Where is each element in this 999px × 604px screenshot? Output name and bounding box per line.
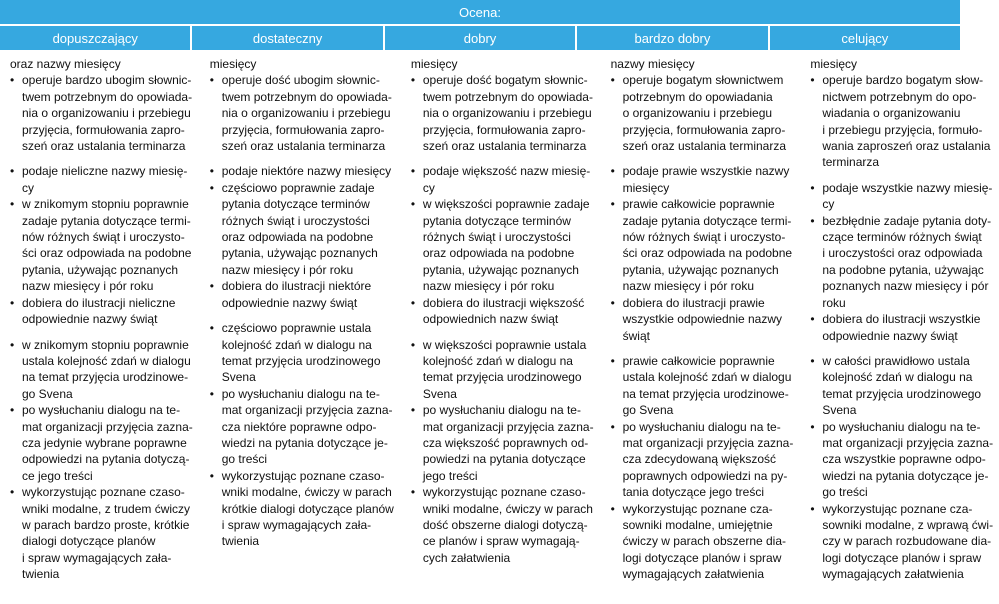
criterion-line: nazw miesięcy i pór roku [422,279,555,294]
criterion-line: na podobne pytania, używając [822,262,984,277]
criterion-line: miesięcy [209,57,257,71]
criterion-line: mat organizacji przyjęcia zazna- [822,435,994,450]
grade-header-bardzo-dobry: bardzo dobry [577,26,767,50]
criterion-line: w parach bardzo proste, krótkie [22,517,190,532]
criterion-line: temat przyjęcia urodzinowego [422,370,582,385]
criteria-block [411,56,594,154]
criteria-block [411,163,594,327]
criterion-line: mat organizacji przyjęcia zazna- [622,435,794,450]
criterion-line: ustala kolejność zdań w dialogu [22,353,191,368]
criterion-line: pytania dotyczące terminów [221,197,370,212]
criterion-bullet-line: • dobiera do ilustracji prawie [611,295,794,311]
criterion-bullet-line: • podaje prawie wszystkie nazwy [611,163,794,179]
criterion-line: twem potrzebnym do opowiada- [22,89,193,104]
criterion-line: kolejność zdań w dialogu na [422,353,573,368]
criterion-line: cych załatwienia [422,550,511,565]
criterion-line: oraz odpowiada na podobne [422,246,575,261]
criterion-line: go treści [221,452,268,467]
criterion-bullet-line: • wykorzystując poznane czaso- [411,484,594,500]
criterion-line: i przebiegu przyjęcia, formuło- [822,122,983,137]
criterion-bullet-line: • w znikomym stopniu poprawnie [10,196,193,212]
criterion-bullet-line: • prawie całkowicie poprawnie [611,196,794,212]
criterion-line: różnych świąt i uroczystości [422,230,571,245]
criterion-line: wniki modalne, z trudem ćwiczy [22,501,191,516]
criterion-line: nazw miesięcy i pór roku [622,279,754,294]
criterion-line: cy [22,180,34,195]
criterion-line: wszystkie odpowiednie nazwy [622,312,783,327]
criterion-line: o organizowaniu i przebiegu [622,106,773,121]
criterion-line: sowniki modalne, umiejętnie [622,517,773,532]
criterion-bullet-line: • po wysłuchaniu dialogu na te- [611,419,794,435]
criterion-line: nazwy miesięcy [610,57,695,71]
criterion-line: czące terminów różnych świąt [822,230,982,245]
criterion-line: na temat przyjęcia urodzinowe- [22,370,189,385]
criteria-columns [0,52,994,604]
criterion-line: temat przyjęcia urodzinowego [822,386,982,401]
grade-header-dostateczny: dostateczny [192,26,382,50]
criterion-line: cza niektóre poprawne odpo- [221,419,377,434]
criterion-line: kolejność zdań w dialogu na [822,370,973,385]
criterion-bullet-line: • operuje dość bogatym słownic- [411,72,594,88]
criterion-bullet-line: • po wysłuchaniu dialogu na te- [210,386,394,402]
criterion-bullet-line: • dobiera do ilustracji nieliczne [10,295,193,311]
criterion-line: twienia [22,567,60,582]
criteria-column-dobry [400,52,600,604]
criterion-line: go treści [822,485,868,500]
criterion-line: go Svena [22,386,73,401]
grade-header-dobry: dobry [385,26,575,50]
criteria-block [810,180,993,344]
criterion-line: terminarza [822,155,880,170]
criterion-line: poznanych nazw miesięcy i pór [822,279,989,294]
criterion-bullet-line: • operuje dość ubogim słownic- [210,72,394,88]
criteria-block [210,56,394,154]
criteria-block [810,353,993,583]
criteria-block [611,56,794,154]
criterion-line: twem potrzebnym do opowiada- [422,89,593,104]
criterion-line: dość obszerne dialogi dotyczą- [422,517,588,532]
criterion-bullet-line: • operuje bogatym słownictwem [611,72,794,88]
criterion-line: i spraw wymagających zała- [22,550,172,565]
criterion-line: pytania, używając poznanych [221,246,378,261]
criterion-bullet-line: • wykorzystując poznane czaso- [210,468,394,484]
criterion-line: ustala kolejność zdań w dialogu [622,370,792,385]
criterion-line: zadaje pytania dotyczące termi- [622,213,792,228]
criterion-line: twienia [221,534,260,549]
criterion-line: krótkie dialogi dotyczące planów [221,501,394,516]
criterion-line: szeń oraz ustalania terminarza [422,139,587,154]
criterion-line: przyjęcia, formułowania zapro- [622,122,786,137]
criterion-bullet-line: • operuje bardzo bogatym słow- [810,72,993,88]
criterion-bullet-line: • po wysłuchaniu dialogu na te- [411,402,594,418]
criterion-line: wymagających załatwienia [822,567,964,582]
criterion-line: ćwiczy w parach obszerne dia- [622,534,787,549]
criterion-line: Svena [221,370,256,385]
criterion-bullet-line: • po wysłuchaniu dialogu na te- [810,419,993,435]
criterion-line: przyjęcia, formułowania zapro- [221,122,385,137]
criterion-bullet-line: • w całości prawidłowo ustala [810,353,993,369]
criterion-bullet-line: • w większości poprawnie ustala [411,337,594,353]
criterion-bullet-line: • częściowo poprawnie zadaje [210,180,394,196]
criterion-line: nia o organizowaniu i przebiegu [22,106,191,121]
criteria-column-dopuszczajacy [0,52,199,604]
criterion-line: cy [422,180,435,195]
criterion-bullet-line: • w większości poprawnie zadaje [411,196,594,212]
criterion-bullet-line: • podaje większość nazw miesię- [411,163,594,179]
criterion-bullet-line: • dobiera do ilustracji niektóre [210,278,394,294]
criterion-line: pytania, używając poznanych [422,262,579,277]
criterion-line: i spraw wymagających zała- [221,517,372,532]
criterion-line: twem potrzebnym do opowiada- [221,89,392,104]
criterion-bullet-line: • operuje bardzo ubogim słownic- [10,72,193,88]
criterion-line: ce planów i spraw wymagają- [422,534,580,549]
criterion-line: świąt [622,328,650,343]
grade-header-celujacy: celujący [770,26,960,50]
criterion-line: cza jedynie wybrane poprawne [22,435,187,450]
criterion-bullet-line: • w znikomym stopniu poprawnie [10,337,193,353]
criterion-line: nictwem potrzebnym do opo- [822,89,977,104]
criterion-bullet-line: • po wysłuchaniu dialogu na te- [10,402,193,418]
criterion-line: ści oraz odpowiada na podobne [22,246,192,261]
criterion-line: cza większość poprawnych od- [422,435,589,450]
criteria-block [10,163,193,327]
criterion-line: go Svena [622,403,674,418]
criteria-block [810,56,993,171]
criterion-bullet-line: • podaje nieliczne nazwy miesię- [10,163,193,179]
criterion-line: logi dotyczące planów i spraw [622,550,782,565]
criterion-line: Svena [422,386,457,401]
criterion-line: wniki modalne, ćwiczy w parach [422,501,593,516]
ocena-header: Ocena: [0,0,960,24]
criterion-line: wiedzi na pytania dotyczące je- [822,468,989,483]
grade-header-dopuszczajacy: dopuszczający [0,26,190,50]
criterion-line: wymagających załatwienia [622,567,765,582]
criterion-line: zadaje pytania dotyczące termi- [22,213,191,228]
criterion-line: przyjęcia, formułowania zapro- [22,122,185,137]
criterion-line: ści oraz odpowiada na podobne [622,246,793,261]
criterion-bullet-line: • podaje niektóre nazwy miesięcy [210,163,394,179]
criterion-line: cy [822,197,835,212]
criterion-line: oraz nazwy miesięcy [10,57,121,71]
criteria-block [611,163,794,343]
criterion-line: tania dotyczące jego treści [622,485,765,500]
criterion-line: miesięcy [622,180,670,195]
criterion-line: nazw miesięcy i pór roku [221,262,354,277]
criterion-line: wiedzi na pytania dotyczące je- [221,435,388,450]
criterion-bullet-line: • wykorzystując poznane cza- [810,501,993,517]
criterion-line: temat przyjęcia urodzinowego [221,353,381,368]
criterion-line: wniki modalne, ćwiczy w parach [221,485,392,500]
criteria-column-celujacy [799,52,999,604]
criterion-line: cza wszystkie poprawne odpo- [822,452,986,467]
criterion-line: pytania, używając poznanych [22,262,179,277]
criterion-line: odpowiednie nazwy świąt [221,295,358,310]
criterion-line: ce jego treści [22,468,93,483]
criterion-bullet-line: • dobiera do ilustracji większość [411,295,594,311]
criterion-line: i uroczystości oraz odpowiada [822,246,983,261]
criterion-line: czy w parach rozbudowane dia- [822,534,992,549]
criterion-line: logi dotyczące planów i spraw [822,550,982,565]
criterion-line: pytania, używając poznanych [622,262,779,277]
grade-header-row [0,26,960,50]
criterion-line: wania zaproszeń oraz ustalania [822,139,991,154]
criterion-line: wiadania o organizowaniu [822,106,961,121]
criterion-bullet-line: • podaje wszystkie nazwy miesię- [810,180,993,196]
criteria-column-bardzo-dobry [600,52,800,604]
criterion-line: roku [822,295,846,310]
criterion-line: cza zdecydowaną większość [622,452,777,467]
criterion-bullet-line: • częściowo poprawnie ustala [210,320,394,336]
criterion-line: na temat przyjęcia urodzinowe- [622,386,789,401]
criterion-line: potrzebnym do opowiadania [622,89,773,104]
criterion-line: powiedzi na pytania dotyczące [422,452,586,467]
criterion-line: miesięcy [410,57,458,71]
criterion-line: pytania dotyczące terminów [422,213,571,228]
criterion-line: jego treści [422,468,478,483]
criterion-line: nów różnych świąt i uroczysto- [22,230,185,245]
criterion-line: mat organizacji przyjęcia zazna- [22,419,193,434]
criterion-line: szeń oraz ustalania terminarza [622,139,787,154]
criteria-block [411,337,594,567]
criterion-line: mat organizacji przyjęcia zazna- [422,419,594,434]
criterion-line: odpowiednich nazw świąt [422,312,559,327]
criterion-line: nia o organizowaniu i przebiegu [221,106,391,121]
criteria-block [210,320,394,550]
criterion-line: kolejność zdań w dialogu na [221,337,372,352]
criterion-line: odpowiednie nazwy świąt [822,328,958,343]
criterion-line: odpowiednie nazwy świąt [22,312,158,327]
criterion-bullet-line: • prawie całkowicie poprawnie [611,353,794,369]
criteria-block [10,56,193,154]
criterion-line: Svena [822,403,857,418]
criterion-bullet-line: • wykorzystując poznane cza- [611,501,794,517]
criterion-line: odpowiedzi na pytania dotyczą- [22,452,190,467]
criterion-line: szeń oraz ustalania terminarza [221,139,386,154]
criteria-block [210,163,394,311]
criterion-line: dialogi dotyczące planów [22,534,156,549]
criteria-block [611,353,794,583]
criteria-block [10,337,193,583]
criterion-line: oraz odpowiada na podobne [221,230,374,245]
criterion-line: szeń oraz ustalania terminarza [22,139,186,154]
criterion-line: nazw miesięcy i pór roku [22,279,154,294]
criteria-column-dostateczny [199,52,400,604]
criterion-line: nia o organizowaniu i przebiegu [422,106,592,121]
criterion-line: miesięcy [810,57,858,71]
criterion-line: różnych świąt i uroczystości [221,213,370,228]
criterion-line: przyjęcia, formułowania zapro- [422,122,586,137]
criterion-line: nów różnych świąt i uroczysto- [622,230,786,245]
criterion-line: poprawnych odpowiedzi na py- [622,468,788,483]
criterion-line: mat organizacji przyjęcia zazna- [221,403,393,418]
criterion-bullet-line: • wykorzystując poznane czaso- [10,484,193,500]
criterion-line: sowniki modalne, z wprawą ćwi- [822,517,994,532]
criterion-bullet-line: • bezbłędnie zadaje pytania doty- [810,213,993,229]
criterion-bullet-line: • dobiera do ilustracji wszystkie [810,311,993,327]
